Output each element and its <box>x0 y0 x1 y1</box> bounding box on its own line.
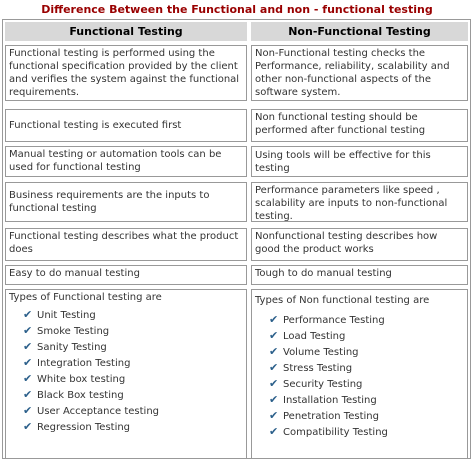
list-item <box>23 387 243 403</box>
cell-text: Using tools will be effective for this testing <box>255 149 431 174</box>
nonfunctional-types-list <box>255 312 464 440</box>
row-1-functional <box>5 45 247 101</box>
checkmark-icon: ✔ <box>23 372 33 385</box>
row-2-nonfunctional <box>251 109 468 142</box>
list-item-label: Load Testing <box>283 331 346 342</box>
cell-text: Functional testing is executed first <box>9 120 182 131</box>
checkmark-icon: ✔ <box>23 356 33 369</box>
list-item <box>23 403 243 419</box>
cell-text: Tough to do manual testing <box>255 268 392 279</box>
list-item <box>23 419 243 435</box>
list-item-label: Black Box testing <box>37 390 124 401</box>
list-item <box>269 360 464 376</box>
list-item <box>269 344 464 360</box>
checkmark-icon: ✔ <box>269 329 279 342</box>
checkmark-icon: ✔ <box>23 420 33 433</box>
list-item <box>23 371 243 387</box>
list-item-label: Regression Testing <box>37 422 131 433</box>
header-functional: Functional Testing <box>5 22 247 41</box>
types-label: Types of Functional testing are <box>9 292 162 303</box>
checkmark-icon: ✔ <box>23 308 33 321</box>
list-item <box>23 339 243 355</box>
list-item-label: Penetration Testing <box>283 411 379 422</box>
checkmark-icon: ✔ <box>269 313 279 326</box>
row-6-nonfunctional <box>251 265 468 285</box>
list-item <box>23 307 243 323</box>
checkmark-icon: ✔ <box>23 404 33 417</box>
list-item-label: Compatibility Testing <box>283 427 388 438</box>
list-item <box>269 328 464 344</box>
cell-text: Easy to do manual testing <box>9 268 140 279</box>
row-5-nonfunctional <box>251 228 468 261</box>
cell-text: Non functional testing should be performed after functional testing <box>255 112 426 136</box>
row-2-functional <box>5 109 247 142</box>
row-3-functional <box>5 146 247 177</box>
cell-text: Manual testing or automation tools can be used for functional testing <box>9 149 222 173</box>
list-item-label: Sanity Testing <box>37 342 107 353</box>
row-3-nonfunctional <box>251 146 468 177</box>
list-item-label: Security Testing <box>283 379 363 390</box>
list-item-label: Integration Testing <box>37 358 131 369</box>
list-item <box>269 392 464 408</box>
checkmark-icon: ✔ <box>23 340 33 353</box>
checkmark-icon: ✔ <box>269 393 279 406</box>
cell-text: Business requirements are the inputs to functional testing <box>9 190 210 214</box>
functional-types-list <box>9 307 243 435</box>
list-item-label: Stress Testing <box>283 363 353 374</box>
row-4-nonfunctional <box>251 182 468 222</box>
list-item-label: Installation Testing <box>283 395 377 406</box>
list-item-label: Smoke Testing <box>37 326 110 337</box>
row-4-functional <box>5 182 247 222</box>
cell-text: Functional testing is performed using the functional specification provided by the client and verifies the system against the functional requirements. <box>9 48 240 98</box>
list-item <box>269 376 464 392</box>
row-1-nonfunctional <box>251 45 468 101</box>
page-title: Difference Between the Functional and non - functional testing <box>41 3 433 16</box>
checkmark-icon: ✔ <box>269 409 279 422</box>
list-item <box>269 424 464 440</box>
list-item <box>269 408 464 424</box>
cell-text: Nonfunctional testing describes how good the product works <box>255 231 438 255</box>
header-nonfunctional: Non-Functional Testing <box>251 22 468 41</box>
types-nonfunctional <box>251 289 468 459</box>
checkmark-icon: ✔ <box>23 324 33 337</box>
row-5-functional <box>5 228 247 261</box>
list-item <box>269 312 464 328</box>
list-item-label: Volume Testing <box>283 347 359 358</box>
list-item-label: Performance Testing <box>283 315 385 326</box>
list-item <box>23 355 243 371</box>
list-item-label: User Acceptance testing <box>37 406 160 417</box>
cell-text: Non-Functional testing checks the Performance, reliability, scalability and other non-functional aspects of the software system. <box>255 48 450 98</box>
list-item-label: White box testing <box>37 374 126 385</box>
list-item <box>23 323 243 339</box>
checkmark-icon: ✔ <box>269 345 279 358</box>
list-item-label: Unit Testing <box>37 310 96 321</box>
checkmark-icon: ✔ <box>269 361 279 374</box>
row-6-functional <box>5 265 247 285</box>
types-label: Types of Non functional testing are <box>255 295 430 306</box>
checkmark-icon: ✔ <box>269 425 279 438</box>
cell-text: Functional testing describes what the product does <box>9 231 239 255</box>
checkmark-icon: ✔ <box>23 388 33 401</box>
comparison-table <box>2 19 471 459</box>
cell-text: Performance parameters like speed , scalability are inputs to non-functional testing. <box>255 185 448 222</box>
checkmark-icon: ✔ <box>269 377 279 390</box>
types-functional <box>5 289 247 459</box>
